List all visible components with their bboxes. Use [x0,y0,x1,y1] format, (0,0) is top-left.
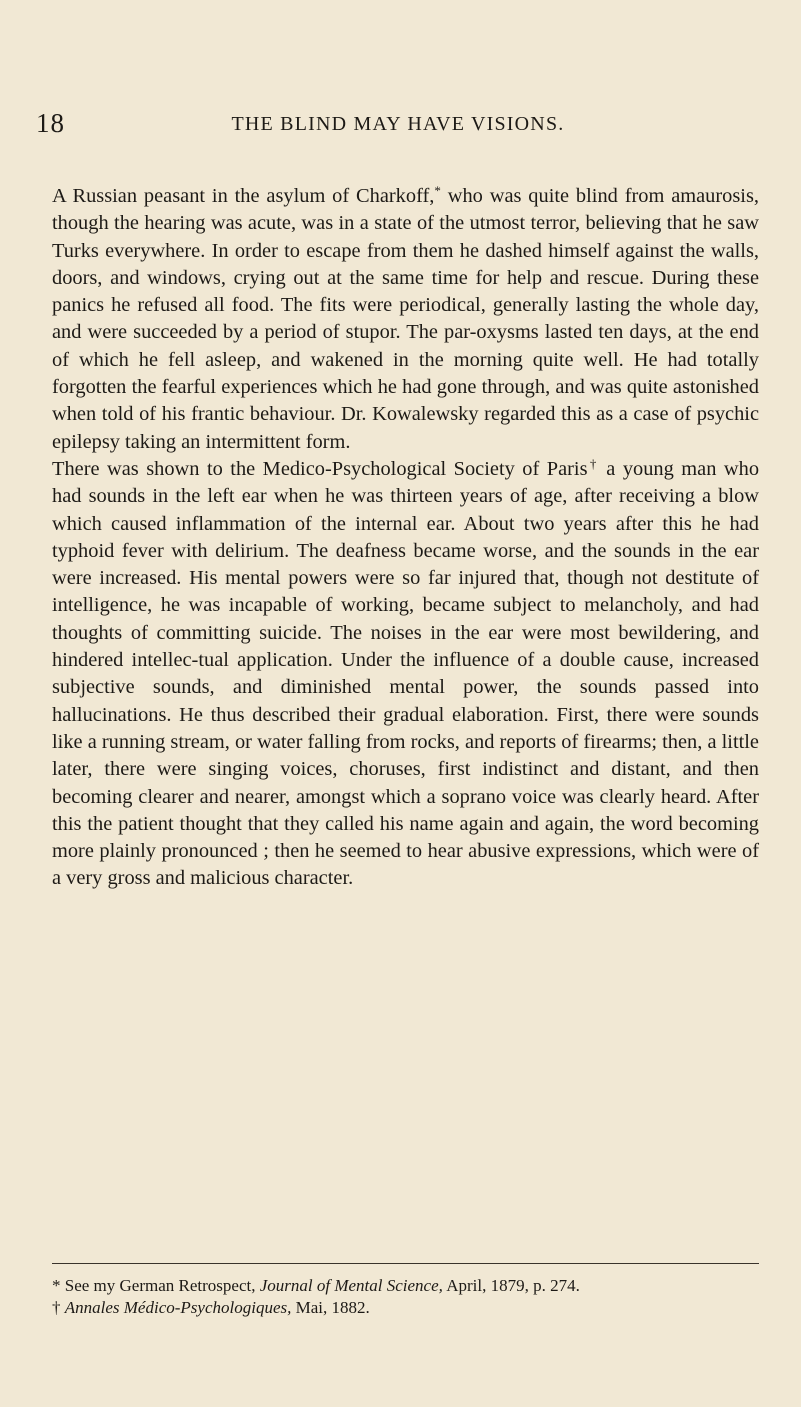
footnote-2-text-end: Mai, 1882. [291,1298,370,1317]
running-head [36,108,760,138]
footnote-divider [52,1263,759,1264]
paragraph-1 [52,183,759,456]
paragraph-1-text-end: who was quite blind from amaurosis, though the hearing was acute, was in a state of the utmost terror, believing that he saw Turks everywhere. In order to escape from them he dashed himself against the walls, doors, and windows, crying out at the same time for help and rescue. During these panics he refused all food. The fits were periodical, generally lasting the whole day, and were succeeded by a period of stupor. The par-oxysms lasted ten days, at the end of which he fell asleep, and wakened in the morning quite well. He had totally forgotten the fearful experiences which he had gone through, and was quite astonished when told of his frantic behaviour. Dr. Kowalewsky regarded this as a case of psychic epilepsy taking an intermittent form. [52,185,759,453]
footnote-2-mark: † [52,1298,65,1317]
footnote-2-journal: Annales Médico-Psychologiques, [64,1298,292,1317]
body-text [52,183,759,893]
footnote-2 [52,1297,759,1319]
footnote-1-text-end: April, 1879, p. 274. [442,1276,580,1295]
footnote-mark-asterisk: * [434,183,441,198]
footnotes [52,1275,759,1319]
paragraph-2 [52,456,759,893]
running-title: THE BLIND MAY HAVE VISIONS. [231,113,565,135]
paragraph-1-text-start: A Russian peasant in the asylum of Charkoff, [52,185,435,207]
footnote-1 [52,1275,759,1297]
footnote-mark-dagger: † [587,455,599,471]
paragraph-2-text-end: a young man who had sounds in the left ear when he was thirteen years of age, after receiving a blow which caused inflammation of the internal ear. About two years after this he had typhoid fever with delirium. The deafness became worse, and the sounds in the ear were increased. His mental powers were so far injured that, though not destitute of intelligence, he was incapable of working, became subject to melancholy, and had thoughts of committing suicide. The noises in the ear were most bewildering, and hindered intellec-tual application. Under the influence of a double cause, increased subjective sounds, and diminished mental power, the sounds passed into hallucinations. He thus described their gradual elaboration. First, there were sounds like a running stream, or water falling from rocks, and reports of firearms; then, a little later, there were singing voices, choruses, first indistinct and distant, and then becoming clearer and nearer, amongst which a soprano voice was clearly heard. After this the patient thought that they called his name again and again, the word becoming more plainly pronounced ; then he seemed to hear abusive expressions, which were of a very gross and malicious character. [52,457,760,890]
footnote-1-journal: Journal of Mental Science, [259,1276,443,1295]
footnote-1-text-start: * See my German Retrospect, [52,1276,260,1295]
page-number: 18 [36,108,65,138]
paragraph-2-text-start: There was shown to the Medico-Psychological Society of Paris [52,457,588,480]
